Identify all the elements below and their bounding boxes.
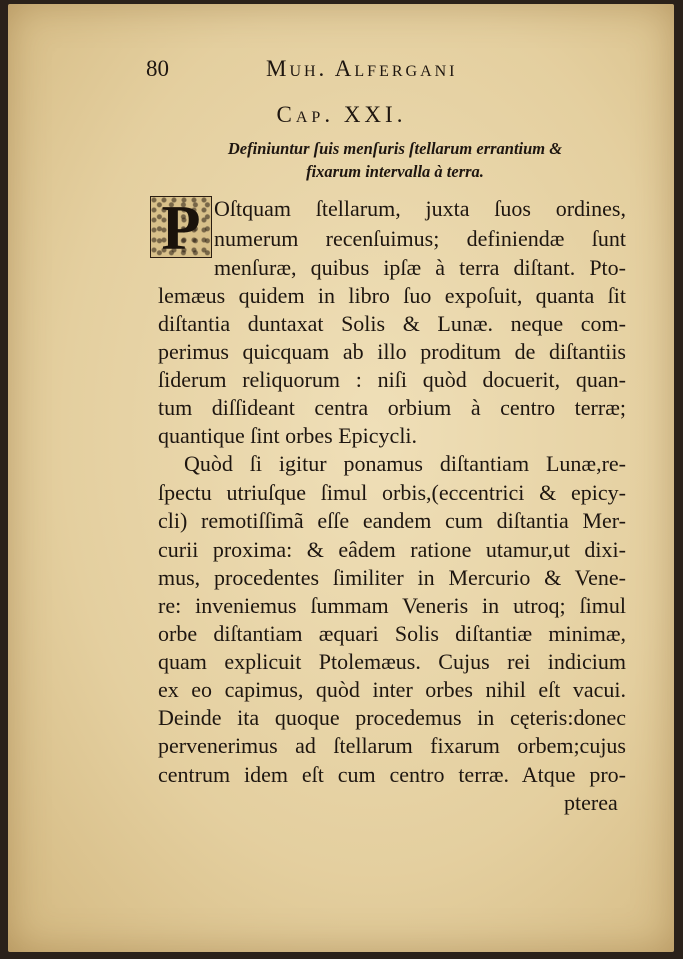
text-line: cli) remotiſſimã eſſe eandem cum diſtantia Mer-	[158, 508, 626, 533]
text-line: mus, procedentes ſimiliter in Mercurio & Vene-	[158, 565, 626, 590]
text-line: numerum recenſuimus; definiendæ ſunt	[214, 226, 626, 251]
text-line: menſuræ, quibus ipſæ à terra diſtant. Pto-	[214, 255, 626, 280]
text-line: quam explicuit Ptolemæus. Cujus rei indicium	[158, 649, 626, 674]
text-line: perimus quicquam ab illo proditum de diſtantiis	[158, 339, 626, 364]
chapter-heading: Cap. XXI.	[276, 102, 407, 127]
text-line: ſpectu utriuſque ſimul orbis,(eccentrici & epicy-	[158, 480, 626, 505]
text-line: Quòd ſi igitur ponamus diſtantiam Lunæ,re-	[184, 451, 626, 476]
text-line: diſtantia duntaxat Solis & Lunæ. neque com-	[158, 311, 626, 336]
chapter-subtitle-line-1: Definiuntur ſuis menſuris ſtellarum errantium &	[227, 139, 563, 158]
catchword: pterea	[564, 790, 618, 815]
text-line: re: inveniemus ſummam Veneris in utroq; ſimul	[158, 593, 626, 618]
text-line: centrum idem eſt cum centro terræ. Atque pro-	[158, 762, 626, 787]
chapter-subtitle-line-2: fixarum intervalla à terra.	[306, 162, 484, 181]
page-header	[146, 56, 626, 86]
text-line: quantique ſint orbes Epicycli.	[158, 423, 418, 448]
text-line: ex eo capimus, quòd inter orbes nihil eſt vacui.	[158, 677, 626, 702]
text-line: Oſtquam ſtellarum, juxta ſuos ordines,	[214, 196, 626, 221]
drop-cap-letter: P	[161, 192, 201, 263]
text-line: Deinde ita quoque procedemus in cęteris:donec	[158, 705, 626, 730]
text-line: lemæus quidem in libro ſuo expoſuit, quanta ſit	[158, 283, 626, 308]
text-line: tum diſſideant centra orbium à centro terræ;	[158, 395, 626, 420]
decorated-initial	[150, 192, 212, 263]
text-line: ſiderum reliquorum : niſi quòd docuerit, quan-	[158, 367, 626, 392]
text-line: pervenerimus ad ſtellarum fixarum orbem;cujus	[158, 733, 626, 758]
text-line: curii proxima: & eâdem ratione utamur,ut dixi-	[158, 537, 626, 562]
running-head: Muh. Alfergani	[266, 56, 458, 81]
page-number: 80	[146, 56, 169, 81]
text-line: orbe diſtantiam æquari Solis diſtantiæ minimæ,	[158, 621, 626, 646]
